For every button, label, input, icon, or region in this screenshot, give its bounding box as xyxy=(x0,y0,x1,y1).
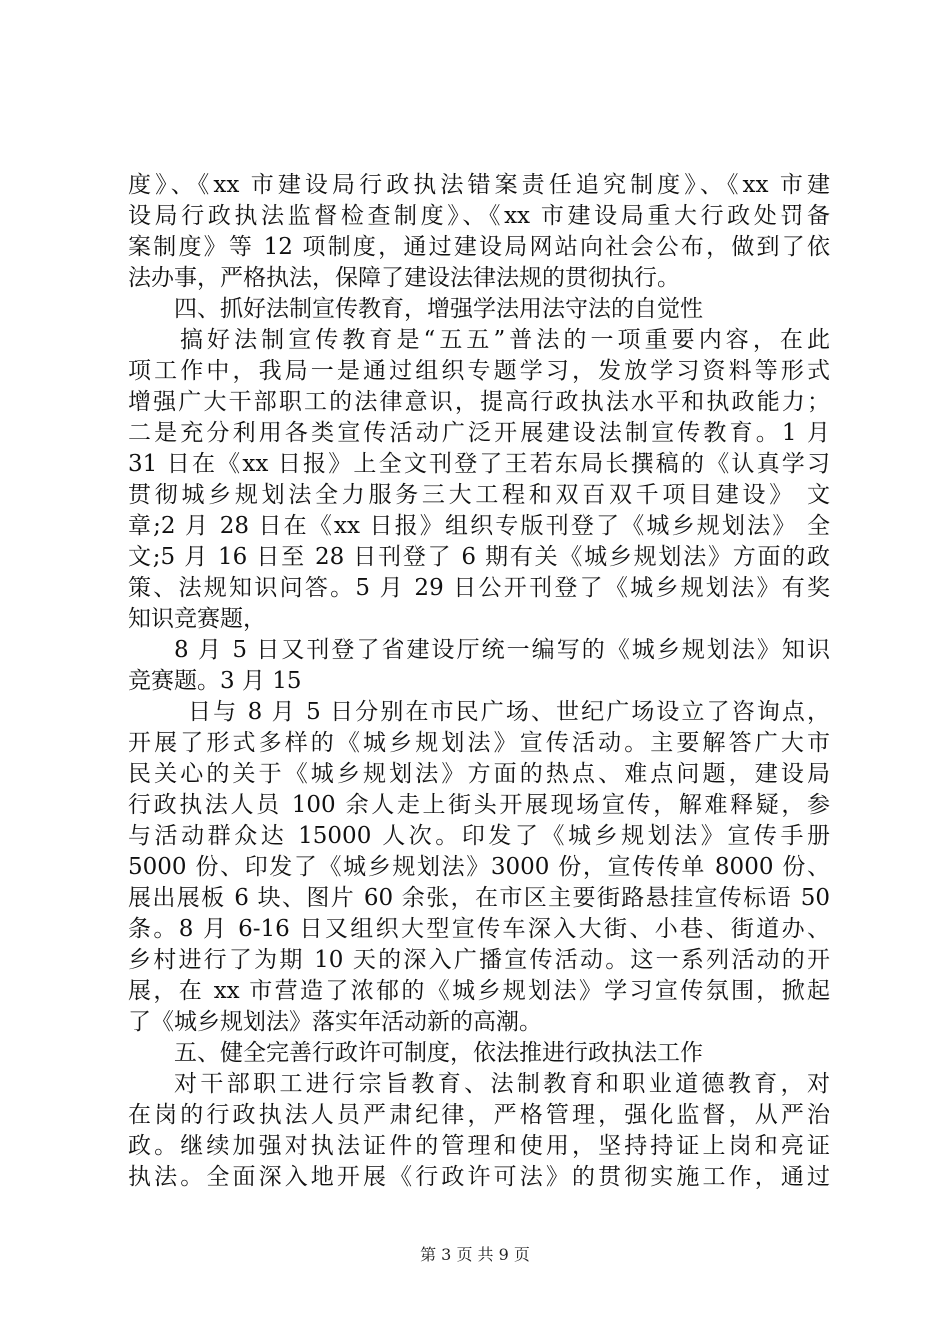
text-line: 二是充分利用各类宣传活动广泛开展建设法制宣传教育。1 月 xyxy=(128,420,830,446)
text-line: 了《城乡规划法》落实年活动新的高潮。 xyxy=(128,1009,542,1035)
page-number-footer: 第 3 页 共 9 页 xyxy=(420,1245,530,1264)
section-heading: 四、抓好法制宣传教育，增强学法用法守法的自觉性 xyxy=(174,296,703,322)
text-line: 案制度》等 12 项制度，通过建设局网站向社会公布，做到了依 xyxy=(128,234,830,260)
text-line: 增强广大干部职工的法律意识，提高行政执法水平和执政能力； xyxy=(128,389,830,415)
text-line: 乡村进行了为期 10 天的深入广播宣传活动。这一系列活动的开 xyxy=(128,947,830,973)
text-line: 对干部职工进行宗旨教育、法制教育和职业道德教育，对 xyxy=(174,1071,830,1097)
text-line: 与活动群众达 15000 人次。印发了《城乡规划法》宣传手册 xyxy=(128,823,830,849)
text-line: 执法。全面深入地开展《行政许可法》的贯彻实施工作，通过 xyxy=(128,1164,830,1190)
text-line: 展出展板 6 块、图片 60 余张，在市区主要街路悬挂宣传标语 50 xyxy=(128,885,830,911)
text-line: 5000 份、印发了《城乡规划法》3000 份，宣传传单 8000 份、 xyxy=(128,854,830,880)
text-line: 度》、《xx 市建设局行政执法错案责任追究制度》、《xx 市建 xyxy=(128,172,830,198)
body-text xyxy=(128,170,830,1193)
text-line: 日与 8 月 5 日分别在市民广场、世纪广场设立了咨询点， xyxy=(188,699,830,725)
text-line: 条。8 月 6-16 日又组织大型宣传车深入大街、小巷、街道办、 xyxy=(128,916,830,942)
text-line: 策、法规知识问答。5 月 29 日公开刊登了《城乡规划法》有奖 xyxy=(128,575,830,601)
text-line: 展，在 xx 市营造了浓郁的《城乡规划法》学习宣传氛围，掀起 xyxy=(128,978,830,1004)
text-line: 章;2 月 28 日在《xx 日报》组织专版刊登了《城乡规划法》 全 xyxy=(128,513,830,539)
text-line: 项工作中，我局一是通过组织专题学习，发放学习资料等形式 xyxy=(128,358,830,384)
text-line: 竞赛题。3 月 15 xyxy=(128,668,302,694)
text-line: 开展了形式多样的《城乡规划法》宣传活动。主要解答广大市 xyxy=(128,730,830,756)
text-line: 文;5 月 16 日至 28 日刊登了 6 期有关《城乡规划法》方面的政 xyxy=(128,544,830,570)
text-line: 行政执法人员 100 余人走上街头开展现场宣传，解难释疑，参 xyxy=(128,792,830,818)
text-line: 法办事，严格执法，保障了建设法律法规的贯彻执行。 xyxy=(128,265,680,291)
text-line: 设局行政执法监督检查制度》、《xx 市建设局重大行政处罚备 xyxy=(128,203,830,229)
section-heading: 五、健全完善行政许可制度，依法推进行政执法工作 xyxy=(174,1040,703,1066)
text-line: 知识竞赛题， xyxy=(128,606,266,632)
text-line: 31 日在《xx 日报》上全文刊登了王若东局长撰稿的《认真学习 xyxy=(128,451,830,477)
text-line: 8 月 5 日又刊登了省建设厅统一编写的《城乡规划法》知识 xyxy=(174,637,830,663)
text-line: 在岗的行政执法人员严肃纪律，严格管理，强化监督，从严治 xyxy=(128,1102,830,1128)
text-line: 政。继续加强对执法证件的管理和使用，坚持持证上岗和亮证 xyxy=(128,1133,830,1159)
text-line: 民关心的关于《城乡规划法》方面的热点、难点问题，建设局 xyxy=(128,761,830,787)
text-line: 搞好法制宣传教育是“五五”普法的一项重要内容，在此 xyxy=(180,327,830,353)
text-line: 贯彻城乡规划法全力服务三大工程和双百双千项目建设》 文 xyxy=(128,482,830,508)
